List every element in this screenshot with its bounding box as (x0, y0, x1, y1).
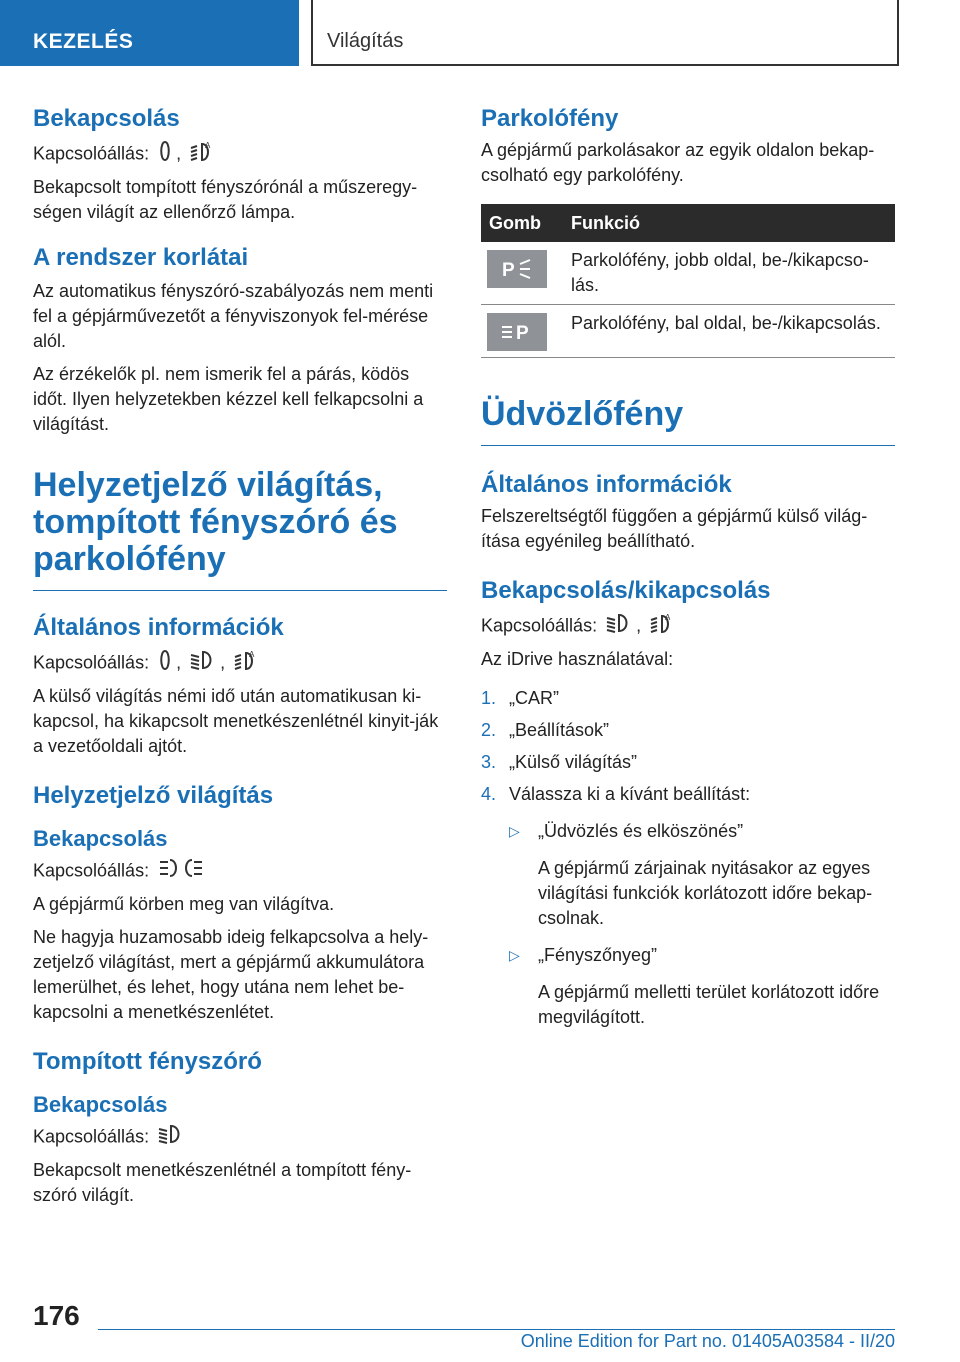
headlight-off-icon (158, 649, 172, 678)
footer-divider (98, 1329, 895, 1330)
step-number: 4. (481, 784, 497, 804)
header-section-label: KEZELÉS (33, 30, 134, 53)
low-beam-icon (158, 1123, 184, 1152)
table-header-cell: Gomb (481, 204, 563, 242)
triangle-bullet-icon: ▷ (509, 823, 520, 839)
divider (481, 445, 895, 446)
svg-text:A: A (205, 141, 211, 150)
section-title: Tompított fényszóró (33, 1048, 262, 1075)
paragraph: A gépjármű parkolásakor az egyik oldalon bekap-csolható egy parkolófény. (481, 140, 875, 185)
section-title: Bekapcsolás/kikapcsolás (481, 577, 771, 604)
options-list (481, 819, 895, 1030)
parking-light-table (481, 204, 895, 358)
paragraph: Felszereltségtől függően a gépjármű külső világ-ítása egyénileg beállítható. (481, 506, 868, 551)
list-item (481, 819, 895, 931)
list-item (481, 718, 895, 743)
headlight-off-icon (158, 140, 172, 169)
header-section-tab (0, 0, 299, 66)
paragraph: Bekapcsolt tompított fényszórónál a műszeregy-ségen világít az ellenőrző lámpa. (33, 177, 418, 222)
header-topic-tab (311, 0, 899, 66)
switch-position-line: Kapcsolóállás: , , A (33, 649, 447, 678)
switch-position-line (33, 857, 447, 886)
section-title: A rendszer korlátai (33, 244, 249, 271)
option-description: A gépjármű melletti terület korlátozott időre megvilágított. (538, 982, 880, 1027)
auto-headlight-icon (650, 612, 674, 641)
paragraph: Az iDrive használatával: (481, 649, 674, 669)
switch-label: Kapcsolóállás: (33, 652, 150, 673)
svg-text:P: P (516, 323, 529, 343)
low-beam-icon (606, 612, 632, 641)
table-cell (481, 242, 563, 305)
parking-left-button-icon (487, 313, 547, 351)
step-text: „CAR” (509, 688, 559, 708)
section-title: Általános információk (33, 614, 284, 641)
paragraph: Bekapcsolt menetkészenlétnél a tompított fény-szóró világít. (33, 1160, 412, 1205)
divider (33, 590, 447, 591)
table-row (481, 242, 895, 305)
switch-label: Kapcsolóállás: (33, 1126, 150, 1147)
list-item (481, 782, 895, 807)
section-title: Helyzetjelző világítás (33, 782, 274, 809)
auto-headlight-icon (190, 140, 214, 169)
list-item (481, 686, 895, 711)
footer-edition: Online Edition for Part no. 01405A03584 - II/20 (520, 1331, 895, 1351)
svg-text:A: A (249, 650, 255, 659)
switch-label: Kapcsolóállás: (33, 860, 150, 881)
table-cell: Parkolófény, bal oldal, be-/kikapcsolás. (563, 305, 895, 358)
step-number: 2. (481, 720, 497, 740)
table-header-row (481, 204, 895, 242)
step-text: Válassza ki a kívánt beállítást: (509, 784, 751, 804)
option-title: „Üdvözlés és elköszönés” (538, 821, 744, 841)
left-column (33, 104, 447, 1208)
section-title: Bekapcsolás (33, 105, 180, 132)
chapter-title: Helyzetjelző világítás, tompított fényszóró és parkolófény (33, 466, 398, 578)
step-text: „Beállítások” (509, 720, 610, 740)
chapter-title: Üdvözlőfény (481, 395, 684, 433)
section-title: Általános információk (481, 471, 732, 498)
section-title: Parkolófény (481, 105, 619, 132)
table-row (481, 305, 895, 358)
switch-position-line: Kapcsolóállás: , A (33, 140, 447, 169)
list-item (481, 943, 895, 1030)
step-number: 3. (481, 752, 497, 772)
option-title: „Fényszőnyeg” (538, 945, 658, 965)
steps-list (481, 686, 895, 807)
paragraph: Az automatikus fényszóró-szabályozás nem menti fel a gépjárművezetőt a fényviszonyok fel-mérése alól. (33, 281, 434, 351)
svg-text:A: A (665, 613, 671, 622)
low-beam-icon (190, 649, 216, 678)
switch-label: Kapcsolóállás: (33, 143, 150, 164)
list-item (481, 750, 895, 775)
table-cell: Parkolófény, jobb oldal, be-/kikapcso-lás. (563, 242, 895, 305)
table-header-cell: Funkció (563, 204, 895, 242)
header-topic-label: Világítás (327, 30, 404, 52)
paragraph: Az érzékelők pl. nem ismerik fel a párás, ködös időt. Ilyen helyzetekben kézzel kell felkapcsolni a világítást. (33, 364, 424, 434)
parking-light-icon (158, 857, 204, 886)
parking-right-button-icon (487, 250, 547, 288)
table-cell (481, 305, 563, 358)
switch-position-line (33, 1123, 447, 1152)
page-number: 176 (33, 1300, 80, 1331)
auto-headlight-icon (234, 649, 258, 678)
svg-text:P: P (502, 260, 515, 280)
triangle-bullet-icon: ▷ (509, 947, 520, 963)
right-column (481, 104, 895, 1030)
switch-label: Kapcsolóállás: (481, 615, 598, 636)
paragraph: A külső világítás némi idő után automatikusan ki-kapcsol, ha kikapcsolt menetkészenlétnél kinyit-ják a vezetőoldali ajtót. (33, 686, 439, 756)
switch-position-line: Kapcsolóállás: , A (481, 612, 895, 641)
subsection-title: Bekapcsolás (33, 826, 168, 851)
option-description: A gépjármű zárjainak nyitásakor az egyes világítási funkciók korlátozott időre bekap-csolnak. (538, 858, 873, 928)
step-number: 1. (481, 688, 497, 708)
paragraph: Ne hagyja huzamosabb ideig felkapcsolva a hely-zetjelző világítást, mert a gépjármű akkumulátora lemerülhet, és lehet, hogy utána nem lehet be-kapcsolni a menetkészenlétet. (33, 927, 429, 1022)
paragraph: A gépjármű körben meg van világítva. (33, 894, 335, 914)
step-text: „Külső világítás” (509, 752, 638, 772)
subsection-title: Bekapcsolás (33, 1092, 168, 1117)
